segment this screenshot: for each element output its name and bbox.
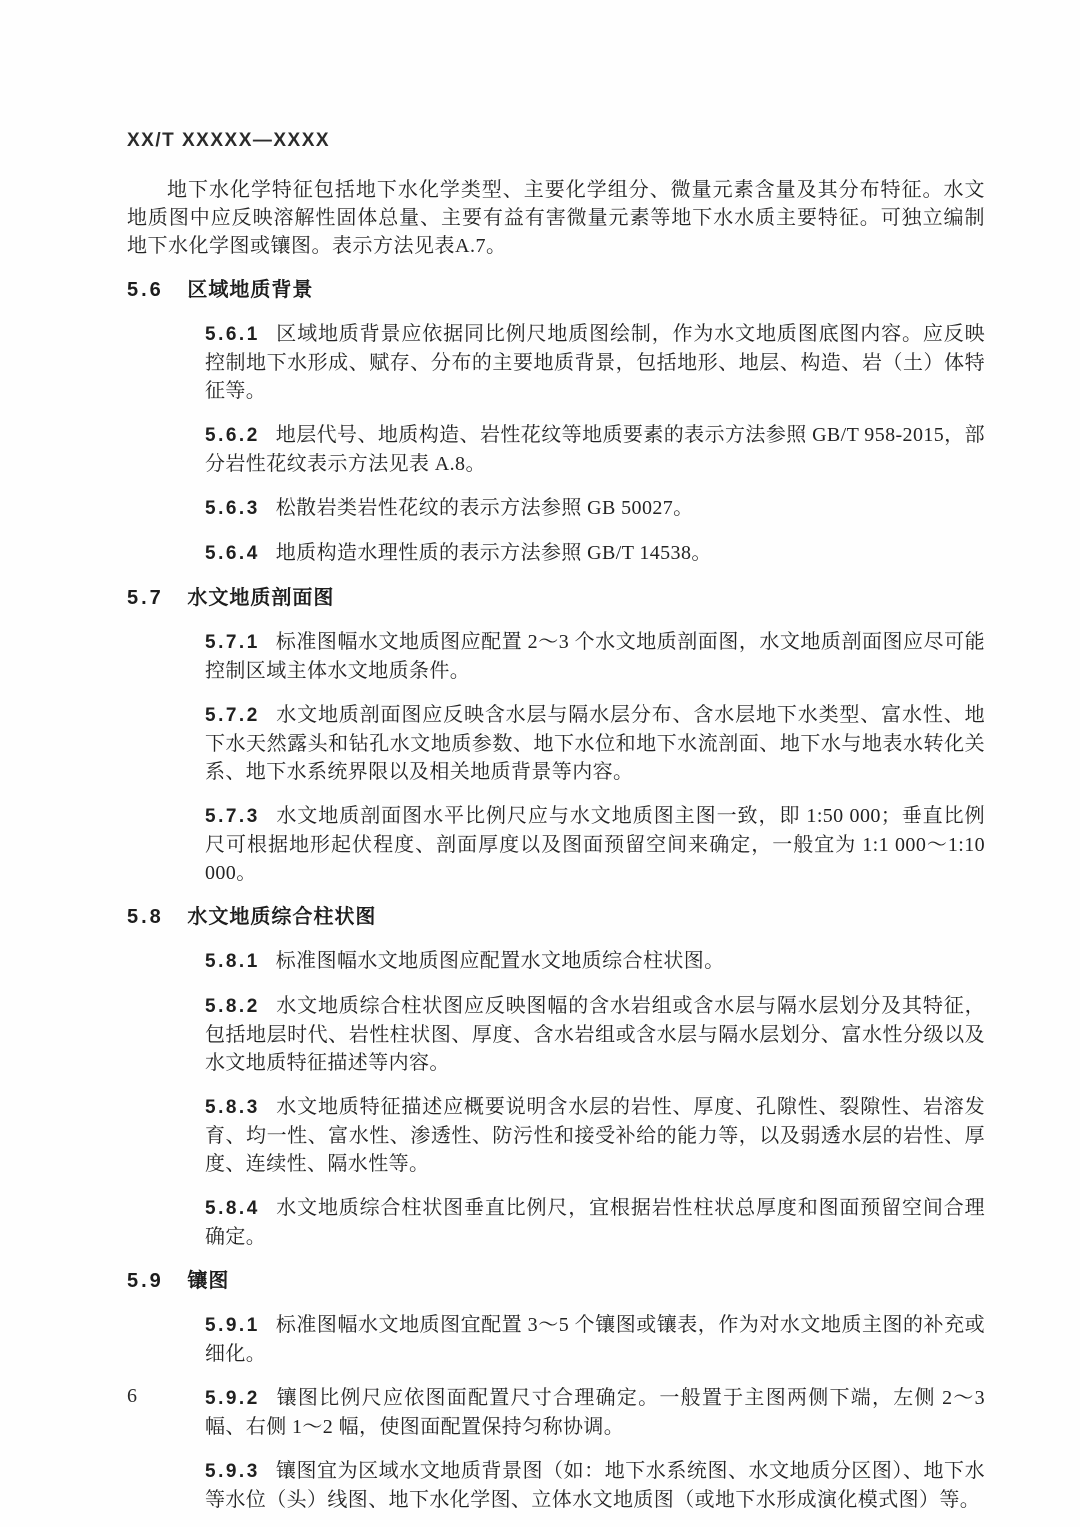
clause-5-9-3 (205, 1457, 985, 1514)
clause-text: 区域地质背景应依据同比例尺地质图绘制，作为水文地质图底图内容。应反映控制地下水形成、赋存、分布的主要地质背景，包括地形、地层、构造、岩（土）体特征等。 (205, 323, 985, 402)
clause-text: 水文地质特征描述应概要说明含水层的岩性、厚度、孔隙性、裂隙性、岩溶发育、均一性、富水性、渗透性、防污性和接受补给的能力等，以及弱透水层的岩性、厚度、连续性、隔水性等。 (205, 1096, 985, 1175)
clause-number: 5.8.2 (205, 996, 260, 1017)
clause-number: 5.6.2 (205, 425, 260, 446)
clause-number: 5.9.1 (205, 1315, 260, 1336)
page-number: 6 (127, 1385, 137, 1407)
clause-text: 标准图幅水文地质图应配置 2～3 个水文地质剖面图，水文地质剖面图应尽可能控制区域主体水文地质条件。 (205, 631, 985, 682)
section-number: 5.7 (127, 587, 164, 609)
clause-5-8-2 (205, 992, 985, 1077)
clause-text: 水文地质综合柱状图垂直比例尺，宜根据岩性柱状总厚度和图面预留空间合理确定。 (205, 1197, 985, 1248)
section-heading-5-9 (127, 1267, 985, 1295)
doc-code-header: XX/T XXXXX—XXXX (127, 130, 331, 151)
section-heading-5-6 (127, 276, 985, 304)
clause-text: 水文地质剖面图水平比例尺应与水文地质图主图一致，即 1:50 000；垂直比例尺可根据地形起伏程度、剖面厚度以及图面预留空间来确定，一般宜为 1:1 000～1:10 000。 (205, 805, 985, 884)
clause-5-6-4 (205, 539, 985, 568)
clause-number: 5.6.1 (205, 324, 260, 345)
clause-5-8-3 (205, 1093, 985, 1178)
clause-text: 标准图幅水文地质图宜配置 3～5 个镶图或镶表，作为对水文地质主图的补充或细化。 (205, 1314, 985, 1365)
clause-number: 5.7.1 (205, 632, 260, 653)
clause-text: 地质构造水理性质的表示方法参照 GB/T 14538。 (275, 542, 712, 564)
section-heading-5-8 (127, 903, 985, 931)
clause-number: 5.9.3 (205, 1461, 260, 1482)
clause-text: 水文地质综合柱状图应反映图幅的含水岩组或含水层与隔水层划分及其特征，包括地层时代、岩性柱状图、厚度、含水岩组或含水层与隔水层划分、富水性分级以及水文地质特征描述等内容。 (205, 995, 985, 1074)
clause-number: 5.8.4 (205, 1198, 260, 1219)
clause-5-7-2 (205, 701, 985, 786)
section-title: 区域地质背景 (187, 279, 314, 301)
section-heading-5-7 (127, 584, 985, 612)
clause-number: 5.6.4 (205, 543, 260, 564)
section-number: 5.8 (127, 906, 164, 928)
clause-5-7-1 (205, 628, 985, 685)
clause-number: 5.6.3 (205, 498, 260, 519)
section-number: 5.6 (127, 279, 164, 301)
clause-5-8-1 (205, 947, 985, 976)
clause-text: 标准图幅水文地质图应配置水文地质综合柱状图。 (275, 950, 725, 972)
section-number: 5.9 (127, 1270, 164, 1292)
clause-5-6-2 (205, 421, 985, 478)
clause-5-6-3 (205, 494, 985, 523)
section-title: 水文地质综合柱状图 (187, 906, 377, 928)
clause-text: 水文地质剖面图应反映含水层与隔水层分布、含水层地下水类型、富水性、地下水天然露头和钻孔水文地质参数、地下水位和地下水流剖面、地下水与地表水转化关系、地下水系统界限以及相关地质背景等内容。 (205, 704, 985, 783)
clause-text: 松散岩类岩性花纹的表示方法参照 GB 50027。 (275, 497, 694, 519)
clause-5-8-4 (205, 1194, 985, 1251)
intro-paragraph: 地下水化学特征包括地下水化学类型、主要化学组分、微量元素含量及其分布特征。水文地质图中应反映溶解性固体总量、主要有益有害微量元素等地下水水质主要特征。可独立编制地下水化学图或镶图。表示方法见表A.7。 (127, 179, 985, 257)
section-title: 镶图 (187, 1270, 230, 1292)
clause-text: 地层代号、地质构造、岩性花纹等地质要素的表示方法参照 GB/T 958-2015，部分岩性花纹表示方法见表 A.8。 (205, 424, 985, 475)
clause-5-9-1 (205, 1311, 985, 1368)
clause-5-9-2 (205, 1384, 985, 1441)
clause-5-7-3 (205, 802, 985, 887)
clause-number: 5.8.3 (205, 1097, 260, 1118)
clause-text: 镶图比例尺应依图面配置尺寸合理确定。一般置于主图两侧下端，左侧 2～3 幅、右侧 1～2 幅，使图面配置保持匀称协调。 (205, 1387, 985, 1438)
section-title: 水文地质剖面图 (187, 587, 335, 609)
clause-number: 5.9.2 (205, 1388, 260, 1409)
clause-number: 5.7.3 (205, 806, 260, 827)
clause-number: 5.7.2 (205, 705, 260, 726)
clause-text: 镶图宜为区域水文地质背景图（如：地下水系统图、水文地质分区图）、地下水等水位（头）线图、地下水化学图、立体水文地质图（或地下水形成演化模式图）等。 (205, 1460, 985, 1511)
clause-number: 5.8.1 (205, 951, 260, 972)
clause-5-6-1 (205, 320, 985, 405)
